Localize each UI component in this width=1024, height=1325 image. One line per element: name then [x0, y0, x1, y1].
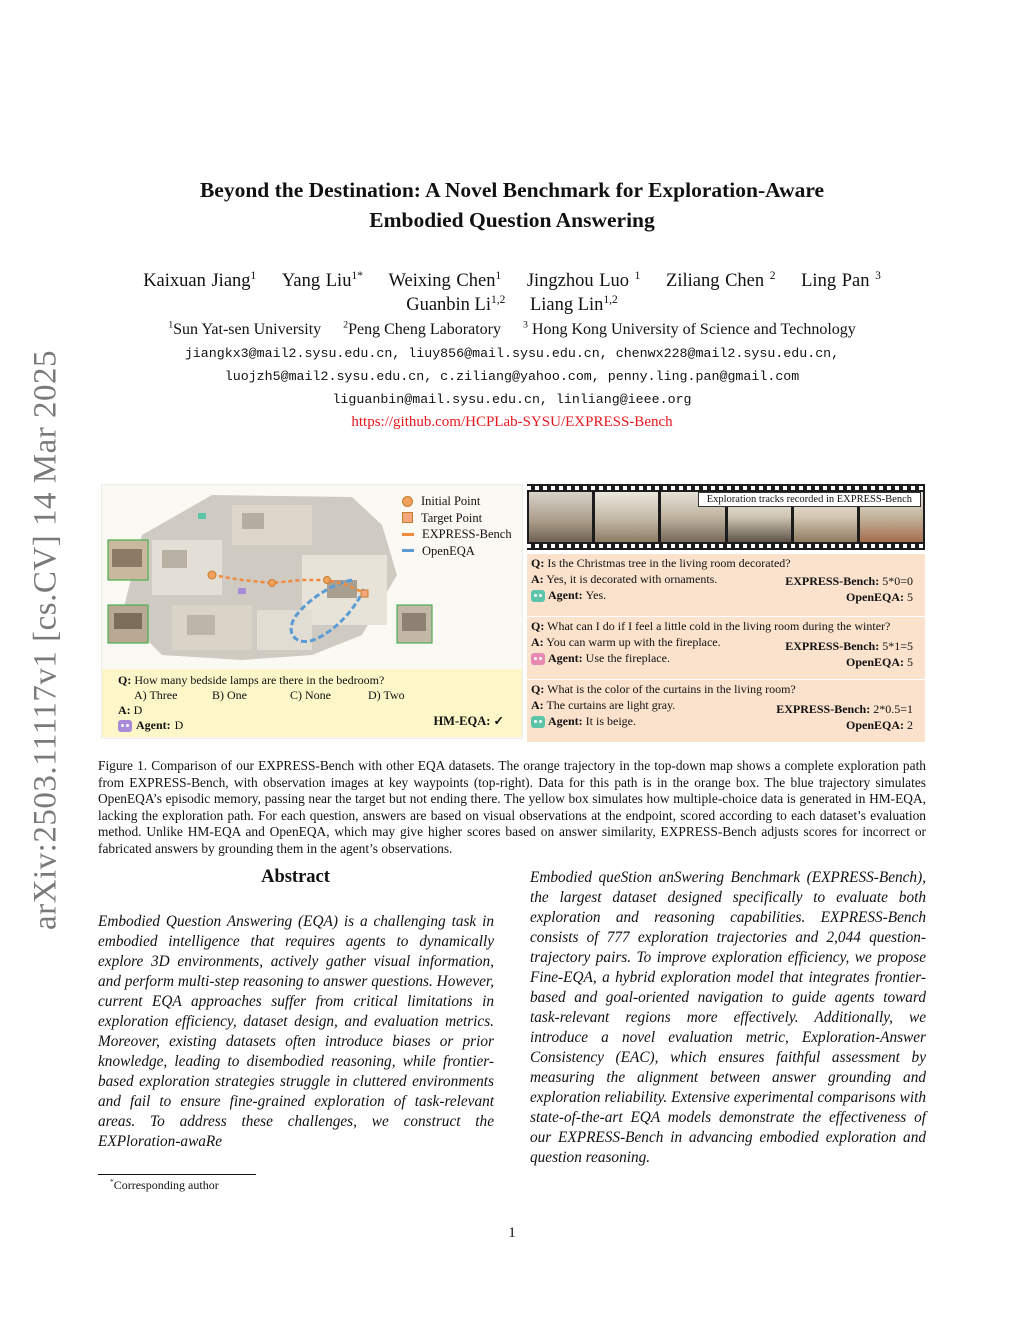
waypoint	[324, 577, 331, 584]
arxiv-identifier: arXiv:2503.11117v1 [cs.CV] 14 Mar 2025	[27, 350, 64, 930]
legend-express: EXPRESS-Bench	[402, 526, 512, 543]
option: D) Two	[368, 688, 405, 702]
map-legend	[402, 493, 512, 559]
qa-question: Q: Is the Christmas tree in the living room decorated?	[531, 556, 791, 570]
email-line-3: liguanbin@mail.sysu.edu.cn, linliang@ieee.org	[332, 392, 692, 407]
robot-icon	[118, 720, 132, 732]
option: C) None	[290, 688, 331, 702]
observation-frame	[595, 492, 658, 542]
affiliation: $^2$Peng Cheng Laboratory	[343, 320, 501, 339]
express-score: EXPRESS-Bench: 5*1=5	[785, 639, 913, 653]
paper-title	[120, 175, 904, 235]
figure-caption: Figure 1. Comparison of our EXPRESS-Bench with other EQA datasets. The orange trajectory in the top-down map shows a complete exploration path from EXPRESS-Bench, with observation images at key waypoints (top-right). Data for this path is in the orange box. The blue trajectory simulates OpenEQA’s episodic memory, passing near the target but not ending there. The yellow box simulates how multiple-choice data is generated in HM-EQA, lacking the exploration path. For each question, answers are based on visual observations at the endpoint, scored according to each dataset’s evaluation method. Unlike HM-EQA and OpenEQA, which may give higher scores based on answer similarity, EXPRESS-Bench adjusts scores for incorrect or fabricated answers by grounding them in the agent’s observations.	[98, 758, 926, 856]
qa-answer: A: The curtains are light gray.	[531, 698, 676, 712]
observation-filmstrip	[527, 484, 925, 550]
initial-point-marker	[208, 571, 216, 579]
abstract-text-right: Embodied queStion anSwering Benchmark (EXPRESS-Bench), the largest dataset designed specifically to evaluate both exploration and reasoning capabilities. EXPRESS-Bench consists of 777 exploration trajectories and 2,044 question-trajectory pairs. To improve exploration efficiency, we propose Fine-EQA, a hybrid exploration model that integrates frontier-based and goal-oriented navigation to guide agents toward task-relevant regions more effectively. Additionally, we introduce a novel evaluation metric, Exploration-Answer Consistency (EAC), which ensures faithful assessment by measuring the alignment between answer grounding and exploration reliability. Extensive experimental comparisons with state-of-the-art EQA models demonstrate the effectiveness of our EXPRESS-Bench in advancing embodied exploration and question reasoning.	[530, 869, 926, 1166]
option: A) Three	[134, 688, 178, 702]
footnote: *Corresponding author	[110, 1177, 219, 1192]
initial-point-icon	[402, 496, 413, 507]
target-point-icon	[402, 512, 413, 523]
affiliation: $^1$Sun Yat-sen University	[168, 320, 322, 339]
map-robot	[198, 513, 206, 519]
film-perforation	[527, 486, 925, 490]
figure-left-panel	[101, 484, 523, 739]
furniture-4	[187, 615, 215, 635]
openeqa-line-icon	[402, 549, 414, 552]
qa-agent: Agent: It is beige.	[531, 714, 636, 730]
abstract-text-left: Embodied Question Answering (EQA) is a challenging task in embodied intelligence that requires agents to dynamically explore 3D environments, actively gather visual information, and perform multi-step reasoning to answer questions. However, current EQA approaches suffer from critical limitations in exploration efficiency, dataset design, and evaluation metrics. Moreover, existing datasets often introduce biases or prior knowledge, leading to disembodied reasoning, while frontier-based exploration strategies struggle in cluttered environments and fail to ensure fine-grained exploration of task-relevant areas. To address these challenges, we construct the EXPloration-awaRe	[98, 913, 494, 1150]
author: Yang Liu$^{1*}$	[281, 270, 363, 292]
check-icon: ✓	[493, 714, 504, 728]
author: Jingzhou Luo $^1$	[526, 270, 641, 292]
abstract-heading: Abstract	[261, 867, 330, 887]
author: Ling Pan $^3$	[801, 270, 881, 292]
qa-question: Q: What can I do if I feel a little cold in the living room during the winter?	[531, 619, 891, 633]
email-line-2: luojzh5@mail2.sysu.edu.cn, c.ziliang@yahoo.com, penny.ling.pan@gmail.com	[224, 369, 800, 384]
robot-icon	[531, 653, 545, 665]
qa-question: Q: What is the color of the curtains in the living room?	[531, 682, 796, 696]
observation-frame	[529, 492, 592, 542]
legend-initial: Initial Point	[402, 493, 512, 510]
furniture-2	[242, 513, 264, 529]
hmeqa-options	[134, 688, 446, 703]
openeqa-score: OpenEQA: 5	[845, 655, 913, 669]
author: Guanbin Li$^{1,2}$	[406, 294, 506, 316]
option: B) One	[212, 688, 247, 702]
express-score: EXPRESS-Bench: 5*0=0	[785, 574, 913, 588]
filmstrip-label: Exploration tracks recorded in EXPRESS-Bench	[698, 492, 921, 507]
page-number: 1	[508, 1225, 516, 1241]
robot-icon	[531, 716, 545, 728]
room-5	[257, 610, 312, 650]
hmeqa-agent: Agent: D	[118, 718, 183, 733]
hmeqa-box	[102, 669, 522, 737]
qa-answer: A: You can warm up with the fireplace.	[531, 635, 721, 649]
author: Weixing Chen$^1$	[388, 270, 502, 292]
repository-link[interactable]: https://github.com/HCPLab-SYSU/EXPRESS-Bench	[351, 414, 673, 430]
map-robot	[238, 588, 246, 594]
hmeqa-question: Q: How many bedside lamps are there in the bedroom?	[118, 673, 385, 687]
express-line-icon	[402, 533, 414, 536]
legend-target: Target Point	[402, 510, 512, 527]
author-list-row-1	[110, 270, 914, 292]
qa-agent: Agent: Yes.	[531, 588, 606, 604]
author: Liang Lin$^{1,2}$	[529, 294, 618, 316]
title-line-2: Embodied Question Answering	[369, 208, 655, 232]
legend-openeqa: OpenEQA	[402, 543, 512, 560]
affiliation: $^3$ Hong Kong University of Science and Technology	[522, 320, 856, 339]
openeqa-score: OpenEQA: 2	[845, 718, 913, 732]
observation-thumbnail	[112, 549, 142, 567]
hmeqa-score: HM-EQA: ✓	[433, 714, 504, 728]
affiliations	[110, 320, 914, 339]
target-point-marker	[361, 590, 368, 597]
openeqa-score: OpenEQA: 5	[845, 590, 913, 604]
qa-box-3	[527, 680, 925, 742]
furniture-1	[162, 550, 187, 568]
title-line-1: Beyond the Destination: A Novel Benchmark for Exploration-Aware	[199, 178, 825, 202]
author: Kaixuan Jiang$^1$	[143, 270, 257, 292]
observation-thumbnail	[114, 613, 142, 629]
express-score: EXPRESS-Bench: 2*0.5=1	[776, 702, 913, 716]
qa-box-1	[527, 554, 925, 616]
qa-box-2	[527, 617, 925, 679]
hmeqa-answer: A: D	[118, 703, 143, 717]
figure-right-panel	[527, 484, 925, 738]
author: Ziliang Chen $^2$	[666, 270, 776, 292]
observation-thumbnail	[402, 613, 426, 631]
author-list-row-2	[110, 294, 914, 316]
qa-agent: Agent: Use the fireplace.	[531, 651, 670, 667]
qa-answer: A: Yes, it is decorated with ornaments.	[531, 572, 718, 586]
film-perforation	[527, 544, 925, 548]
waypoint	[269, 580, 276, 587]
robot-icon	[531, 590, 545, 602]
footnote-rule	[98, 1174, 256, 1175]
email-line-1: jiangkx3@mail2.sysu.edu.cn, liuy856@mail.sysu.edu.cn, chenwx228@mail2.sysu.edu.cn,	[184, 346, 840, 361]
